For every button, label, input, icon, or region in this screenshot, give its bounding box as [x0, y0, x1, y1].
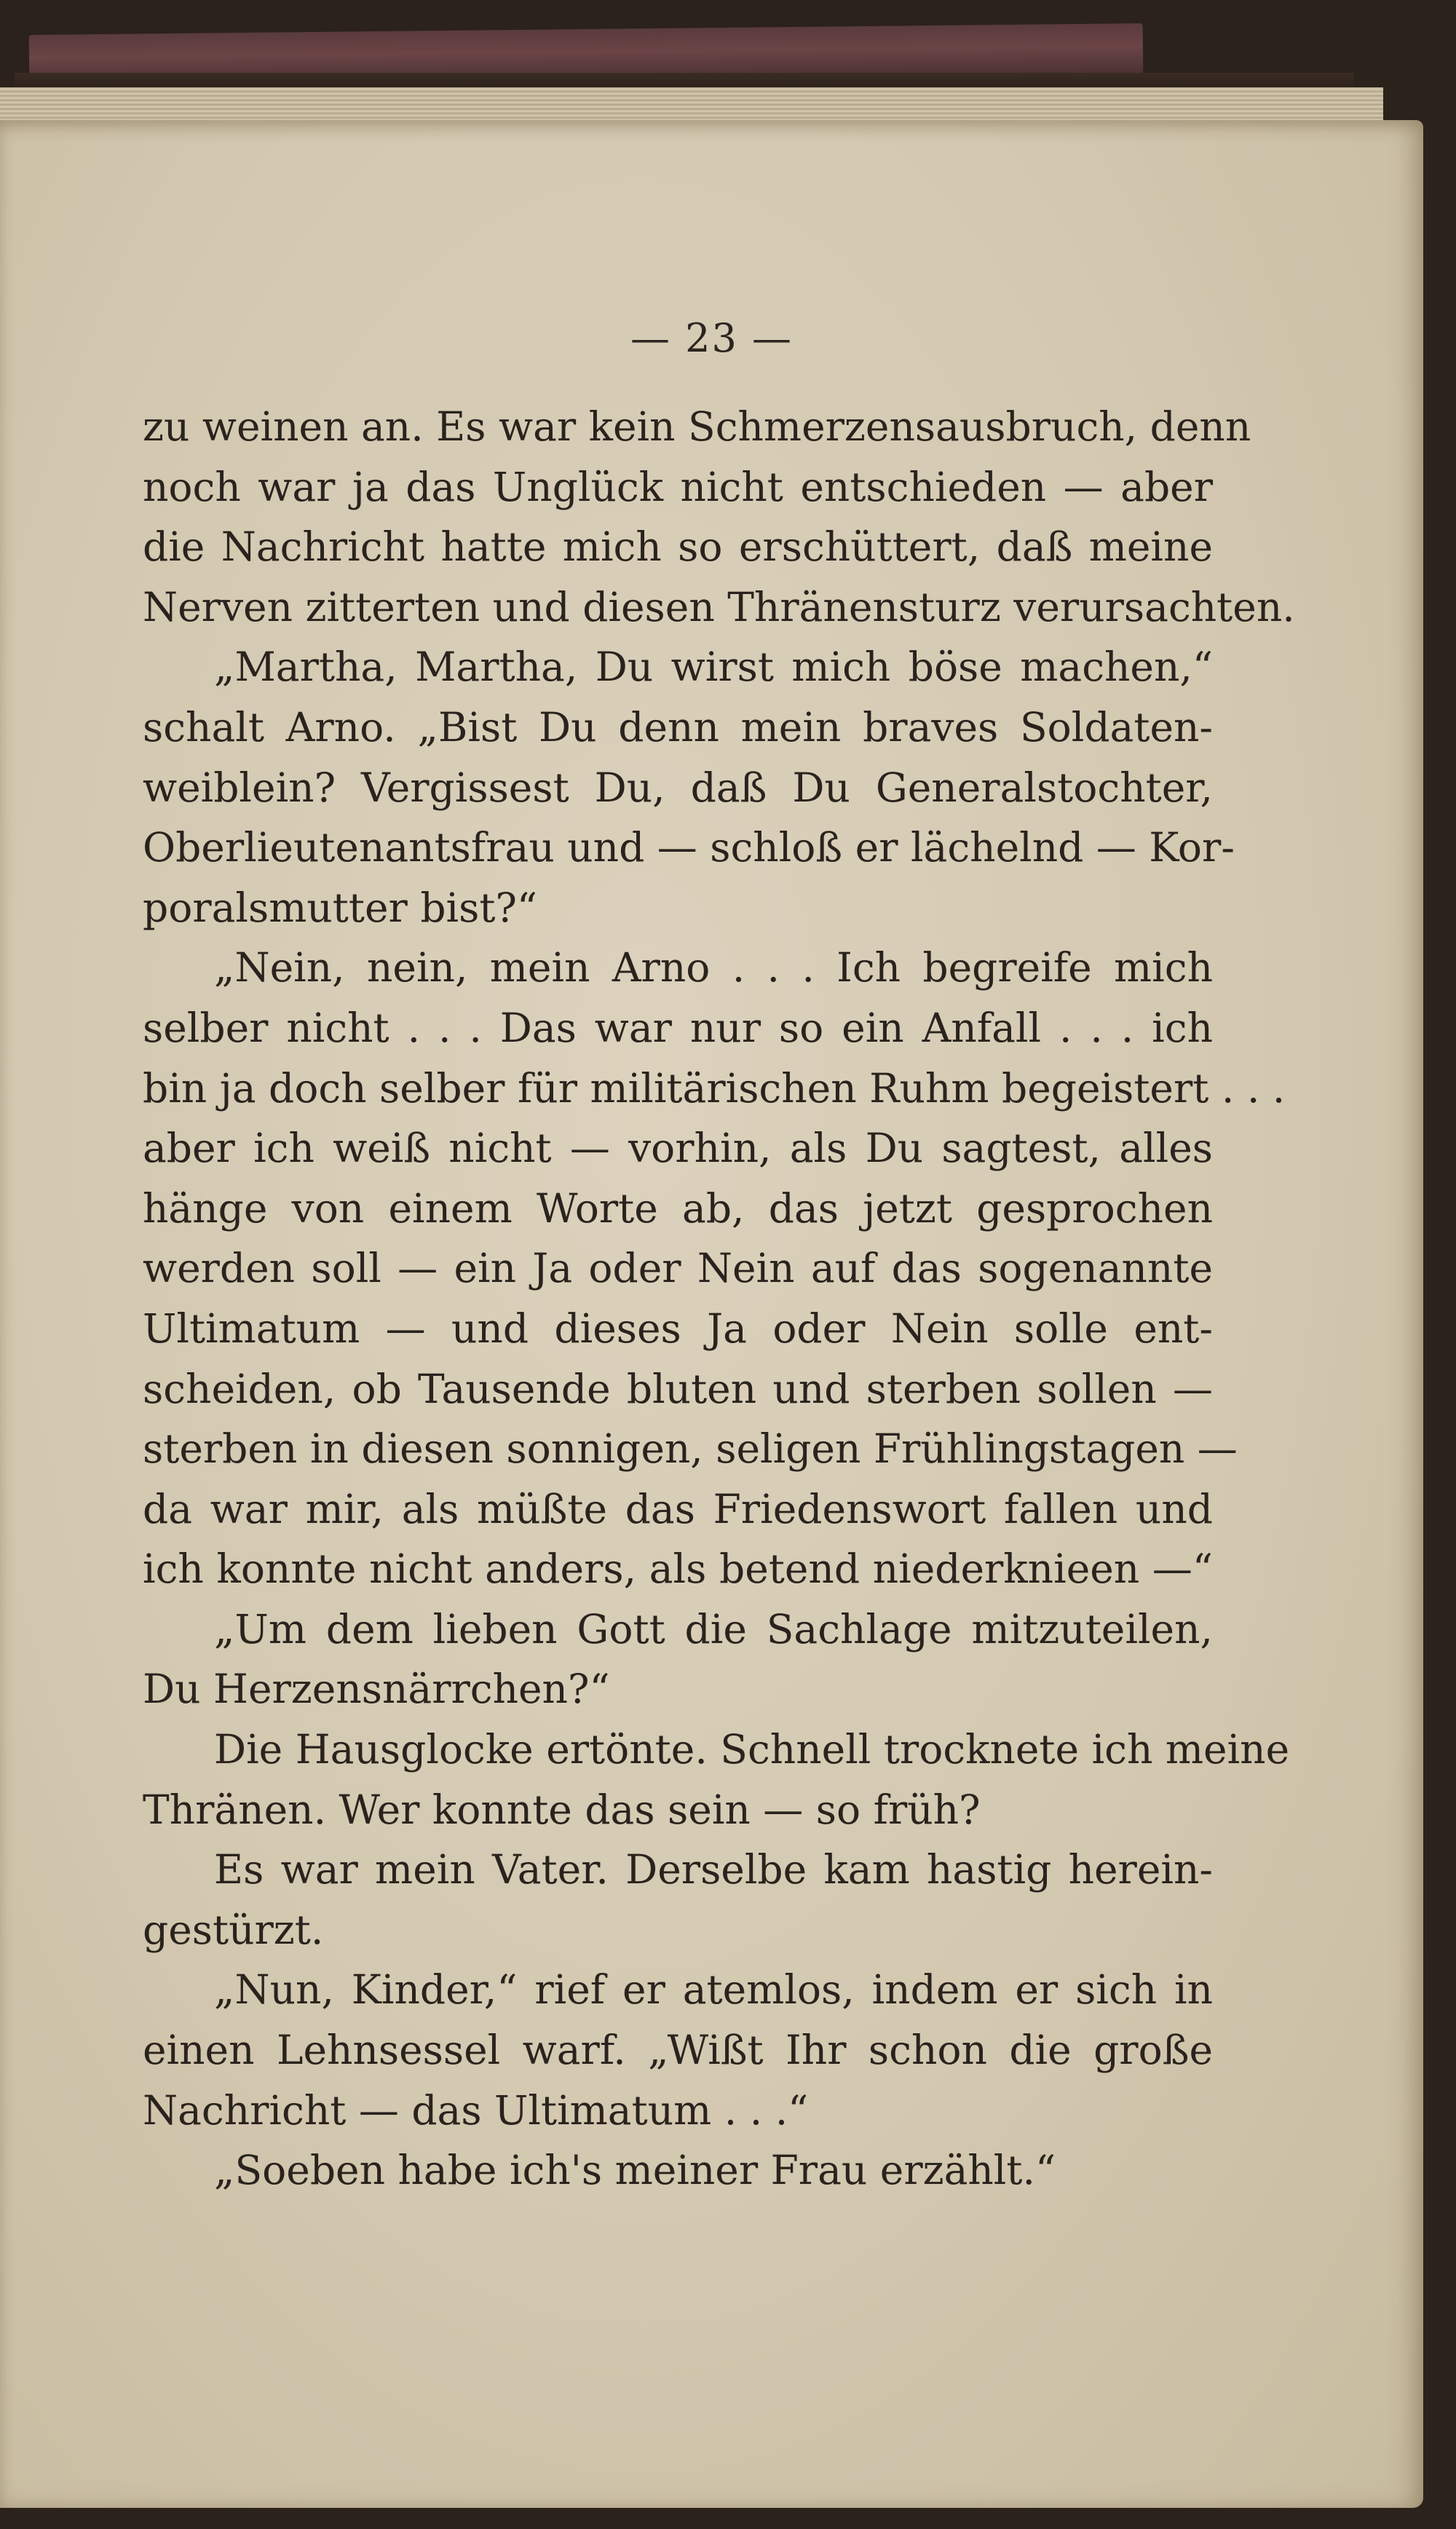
text-line: Thränen. Wer konnte das sein — so früh?	[143, 1786, 981, 1833]
text-line: weiblein? Vergissest Du, daß Du Generalstochter,	[143, 764, 1213, 811]
text-line: zu weinen an. Es war kein Schmerzensausbruch, denn	[143, 403, 1251, 450]
text-line: poralsmutter bist?“	[143, 884, 538, 931]
text-line: „Um dem lieben Gott die Sachlage mitzuteilen,	[214, 1605, 1213, 1653]
text-line: „Nein, nein, mein Arno . . . Ich begreife mich	[214, 944, 1213, 992]
text-line: scheiden, ob Tausende bluten und sterben sollen —	[143, 1365, 1213, 1412]
text-line: selber nicht . . . Das war nur so ein Anfall . . . ich	[143, 1004, 1213, 1051]
book-page	[0, 120, 1423, 2508]
text-line: Die Hausglocke ertönte. Schnell trocknete ich meine	[214, 1726, 1290, 1773]
text-line: „Nun, Kinder,“ rief er atemlos, indem er sich in	[214, 1966, 1213, 2014]
text-line: einen Lehnsessel warf. „Wißt Ihr schon die große	[143, 2027, 1213, 2074]
text-line: Nachricht — das Ultimatum . . .“	[143, 2086, 809, 2134]
text-line: da war mir, als müßte das Friedenswort fallen und	[143, 1485, 1213, 1532]
text-line: noch war ja das Unglück nicht entschieden — aber	[143, 463, 1213, 510]
text-line: sterben in diesen sonnigen, seligen Frühlingstagen —	[143, 1425, 1238, 1473]
text-line: die Nachricht hatte mich so erschüttert, daß meine	[143, 523, 1213, 571]
text-line: ich konnte nicht anders, als betend niederknieen —“	[143, 1546, 1213, 1593]
body-text	[143, 397, 1295, 2201]
text-line: bin ja doch selber für militärischen Ruhm begeistert . . .	[143, 1064, 1286, 1112]
text-line: Es war mein Vater. Derselbe kam hastig herein-	[214, 1846, 1213, 1893]
text-line: Oberlieutenantsfrau und — schloß er lächelnd — Kor-	[143, 824, 1235, 871]
text-line: aber ich weiß nicht — vorhin, als Du sagtest, alles	[143, 1125, 1213, 1172]
text-line: Nerven zitterten und diesen Thränensturz verursachten.	[143, 583, 1295, 630]
text-line: hänge von einem Worte ab, das jetzt gesprochen	[143, 1184, 1213, 1232]
text-line: Ultimatum — und dieses Ja oder Nein solle ent-	[143, 1305, 1213, 1352]
text-line: „Martha, Martha, Du wirst mich böse machen,“	[214, 644, 1213, 691]
page-number: — 23 —	[630, 315, 794, 361]
text-line: „Soeben habe ich's meiner Frau erzählt.“	[214, 2147, 1056, 2194]
text-line: schalt Arno. „Bist Du denn mein braves Soldaten-	[143, 703, 1213, 751]
text-line: Du Herzensnärrchen?“	[143, 1666, 610, 1713]
text-line: werden soll — ein Ja oder Nein auf das sogenannte	[143, 1245, 1213, 1292]
text-line: gestürzt.	[143, 1906, 324, 1953]
